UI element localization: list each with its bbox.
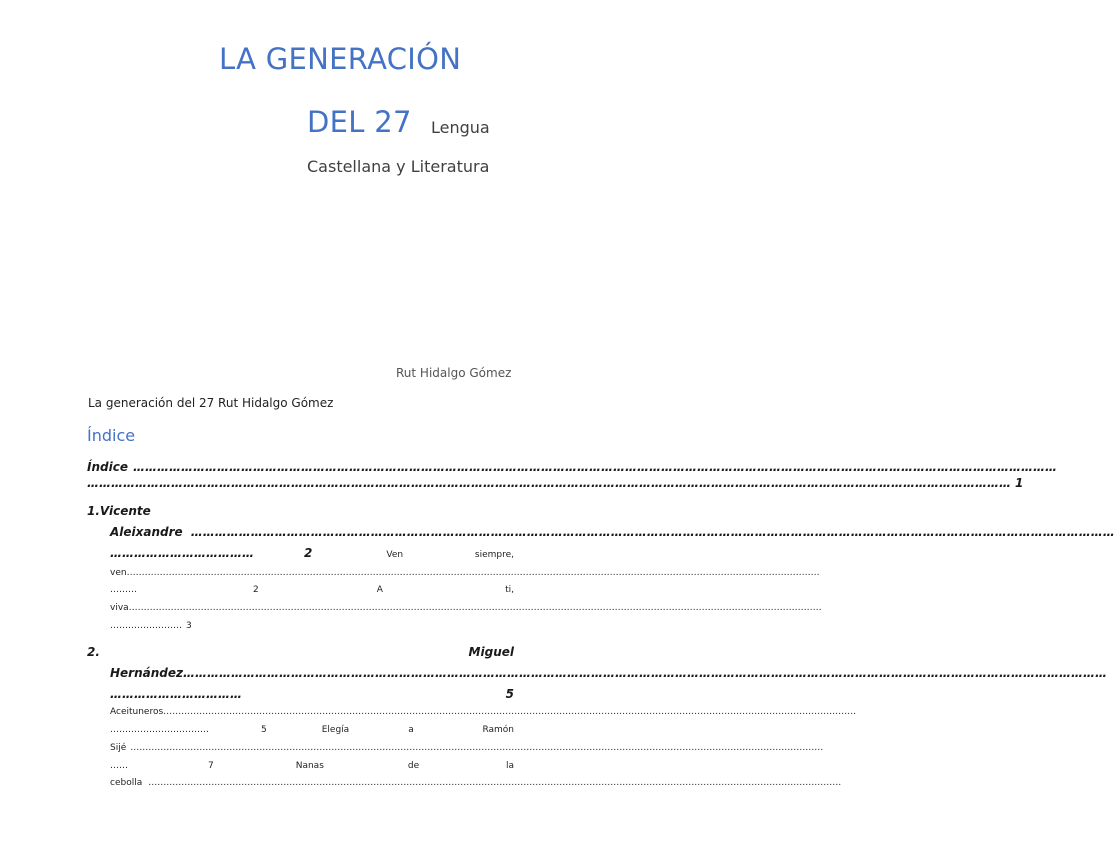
dot-leader [127,568,820,578]
toc-item-line[interactable] [110,725,514,735]
toc-item-word: a [408,725,414,735]
toc-item-line[interactable] [110,568,514,578]
toc-item-page: 5 [261,725,267,735]
toc-item-word: Ven [386,550,404,560]
dot-leader: …………………………… [110,725,209,735]
dot-leader [183,666,1107,680]
dot-leader [163,707,856,717]
toc-section2-line2[interactable] [110,666,514,680]
toc-entry-indice[interactable] [87,460,527,474]
dot-leader: …………………… [110,621,182,631]
page-header: La generación del 27 Rut Hidalgo Gómez [88,396,334,410]
dot-leader: ……………………………… [110,546,254,560]
dot-leader [133,460,1057,474]
dot-leader [129,603,822,613]
toc-heading: Índice [87,426,136,445]
toc-section-name: Hernández [110,666,183,680]
cover-subtitle-part1: Lengua [431,118,490,137]
toc-section2-line3[interactable] [110,687,514,701]
toc-item-word: siempre, [474,550,514,560]
toc-item-word: Aceituneros [110,707,164,717]
toc-item-word: la [505,761,514,771]
toc-item-word: Sijé [110,743,127,753]
dot-leader [191,525,1115,539]
dot-leader [87,476,1011,490]
toc-item-page: 2 [253,585,259,595]
toc-item-line[interactable] [110,778,514,788]
cover-author: Rut Hidalgo Gómez [396,366,512,380]
toc-item-word: ti, [505,585,514,595]
cover-title-line1: LA GENERACIÓN [219,42,462,76]
toc-section1-line2[interactable] [110,525,514,539]
toc-item-line[interactable] [110,585,514,595]
toc-section-name: Aleixandre [110,525,183,539]
toc-item-line[interactable] [110,621,192,631]
dot-leader: …………………………… [110,687,242,701]
toc-section1-line1[interactable] [87,504,151,518]
toc-item-word: Elegía [321,725,350,735]
toc-item-line[interactable] [110,603,514,613]
toc-section1-line3[interactable] [110,546,514,560]
toc-item-page: 7 [208,761,214,771]
dot-leader [148,778,841,788]
toc-section2-line1[interactable] [87,645,514,659]
toc-section-number: 2. [87,645,100,659]
toc-entry-page: 1 [1015,476,1024,490]
toc-item-line[interactable] [110,707,514,717]
cover-subtitle-part2: Castellana y Literatura [307,157,490,176]
toc-entry-label: Índice [87,460,128,474]
toc-item-word: A [376,585,383,595]
cover-title-line2: DEL 27 [307,105,412,139]
dot-leader [130,743,823,753]
toc-item-word: ven [110,568,127,578]
toc-item-word: cebolla [110,778,143,788]
toc-item-line[interactable] [110,761,514,771]
toc-section-name: Vicente [99,504,151,518]
toc-item-word: viva [110,603,129,613]
toc-item-page: 3 [186,621,192,631]
toc-item-word: Nanas [295,761,324,771]
toc-entry-indice-cont[interactable] [87,476,1024,490]
toc-section-number: 1. [87,504,100,518]
toc-item-word: de [407,761,420,771]
toc-section-name: Miguel [468,645,514,659]
dot-leader: ……… [110,585,137,595]
dot-leader: …… [110,761,128,771]
toc-section-page: 5 [505,687,514,701]
toc-item-line[interactable] [110,743,514,753]
toc-item-word: Ramón [482,725,514,735]
toc-section-page: 2 [304,546,313,560]
